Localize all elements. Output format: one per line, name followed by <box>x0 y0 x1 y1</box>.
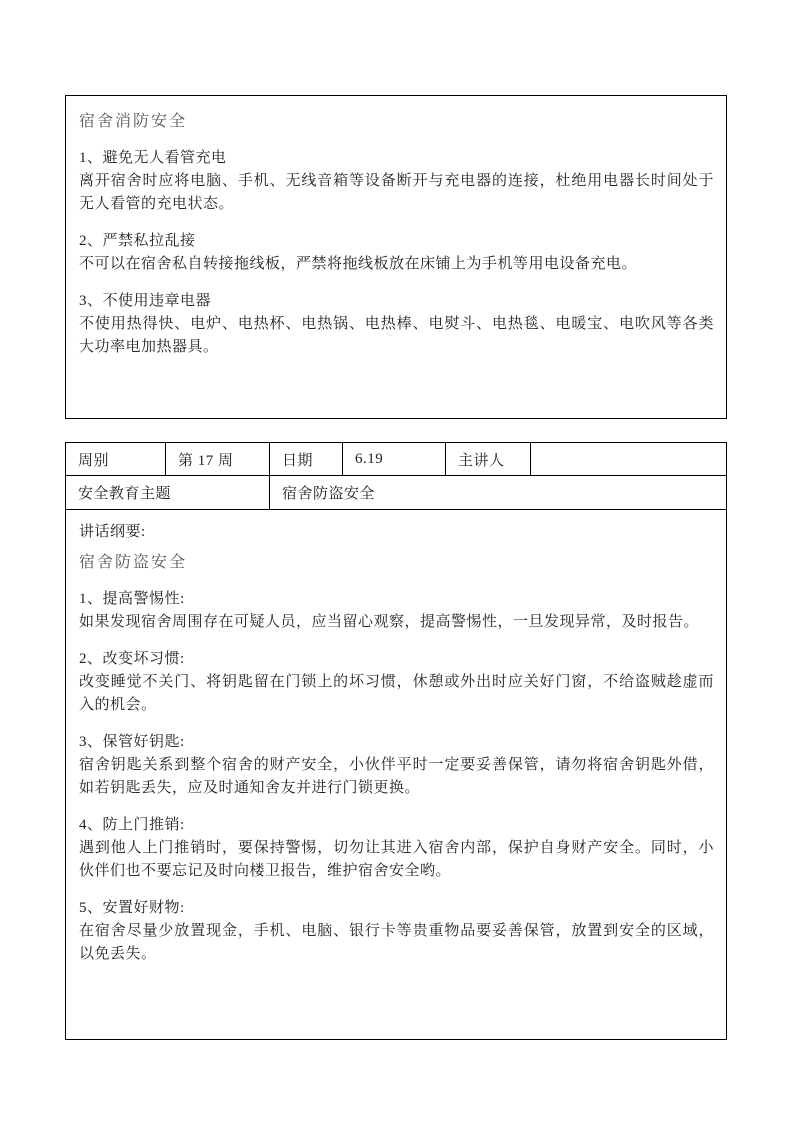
outline-cell <box>66 510 727 1040</box>
section-body: 改变睡觉不关门、将钥匙留在门锁上的坏习惯，休憩或外出时应关好门窗，不给盗贼趁虚而入的机会。 <box>79 674 714 713</box>
fire-safety-section-1 <box>79 147 714 216</box>
date-label-cell: 日期 <box>270 443 343 476</box>
topic-row <box>66 476 727 510</box>
section-heading: 4、防上门推销: <box>79 817 185 833</box>
section-heading: 3、保管好钥匙: <box>79 734 185 750</box>
section-heading: 2、严禁私拉乱接 <box>79 233 196 249</box>
section-heading: 2、改变坏习惯: <box>79 651 185 667</box>
table-header-row <box>66 443 727 476</box>
section-body: 在宿舍尽量少放置现金，手机、电脑、银行卡等贵重物品要妥善保管，放置到安全的区域，以免丢失。 <box>79 923 714 962</box>
date-value-cell: 6.19 <box>343 443 446 476</box>
section-body: 离开宿舍时应将电脑、手机、无线音箱等设备断开与充电器的连接，杜绝用电器长时间处于无人看管的充电状态。 <box>79 173 714 212</box>
outline-section-5 <box>79 897 714 966</box>
outline-section-1 <box>79 588 714 634</box>
outline-title: 宿舍防盗安全 <box>79 554 188 571</box>
fire-safety-section-3 <box>79 290 714 359</box>
outline-row <box>66 510 727 1040</box>
topic-label-cell: 安全教育主题 <box>66 476 270 510</box>
outline-label: 讲话纲要: <box>79 524 146 540</box>
section-heading: 1、避免无人看管充电 <box>79 150 227 166</box>
speaker-label-cell: 主讲人 <box>446 443 531 476</box>
section-body: 不可以在宿舍私自转接拖线板，严禁将拖线板放在床铺上为手机等用电设备充电。 <box>79 256 638 272</box>
outline-section-4 <box>79 814 714 883</box>
week-label-cell: 周别 <box>66 443 166 476</box>
section-body: 宿舍钥匙关系到整个宿舍的财产安全，小伙伴平时一定要妥善保管，请勿将宿舍钥匙外借，如若钥匙丢失，应及时通知舍友并进行门锁更换。 <box>79 757 714 796</box>
safety-education-table <box>65 442 727 1040</box>
fire-safety-box <box>65 95 727 419</box>
week-value-cell: 第 17 周 <box>166 443 270 476</box>
outline-section-3 <box>79 731 714 800</box>
topic-value-cell: 宿舍防盗安全 <box>270 476 727 510</box>
fire-safety-section-2 <box>79 230 714 276</box>
outline-section-2 <box>79 648 714 717</box>
speaker-value-cell <box>531 443 727 476</box>
section-body: 不使用热得快、电炉、电热杯、电热锅、电热棒、电熨斗、电热毯、电暖宝、电吹风等各类大功率电加热器具。 <box>79 316 714 355</box>
section-heading: 5、安置好财物: <box>79 900 185 916</box>
section-heading: 1、提高警惕性: <box>79 591 185 607</box>
section-body: 遇到他人上门推销时，要保持警惕，切勿让其进入宿舍内部，保护自身财产安全。同时，小伙伴们也不要忘记及时向楼卫报告，维护宿舍安全哟。 <box>79 840 714 879</box>
section-body: 如果发现宿舍周围存在可疑人员，应当留心观察，提高警惕性，一旦发现异常，及时报告。 <box>79 614 700 630</box>
fire-safety-title: 宿舍消防安全 <box>79 113 188 130</box>
section-heading: 3、不使用违章电器 <box>79 293 212 309</box>
